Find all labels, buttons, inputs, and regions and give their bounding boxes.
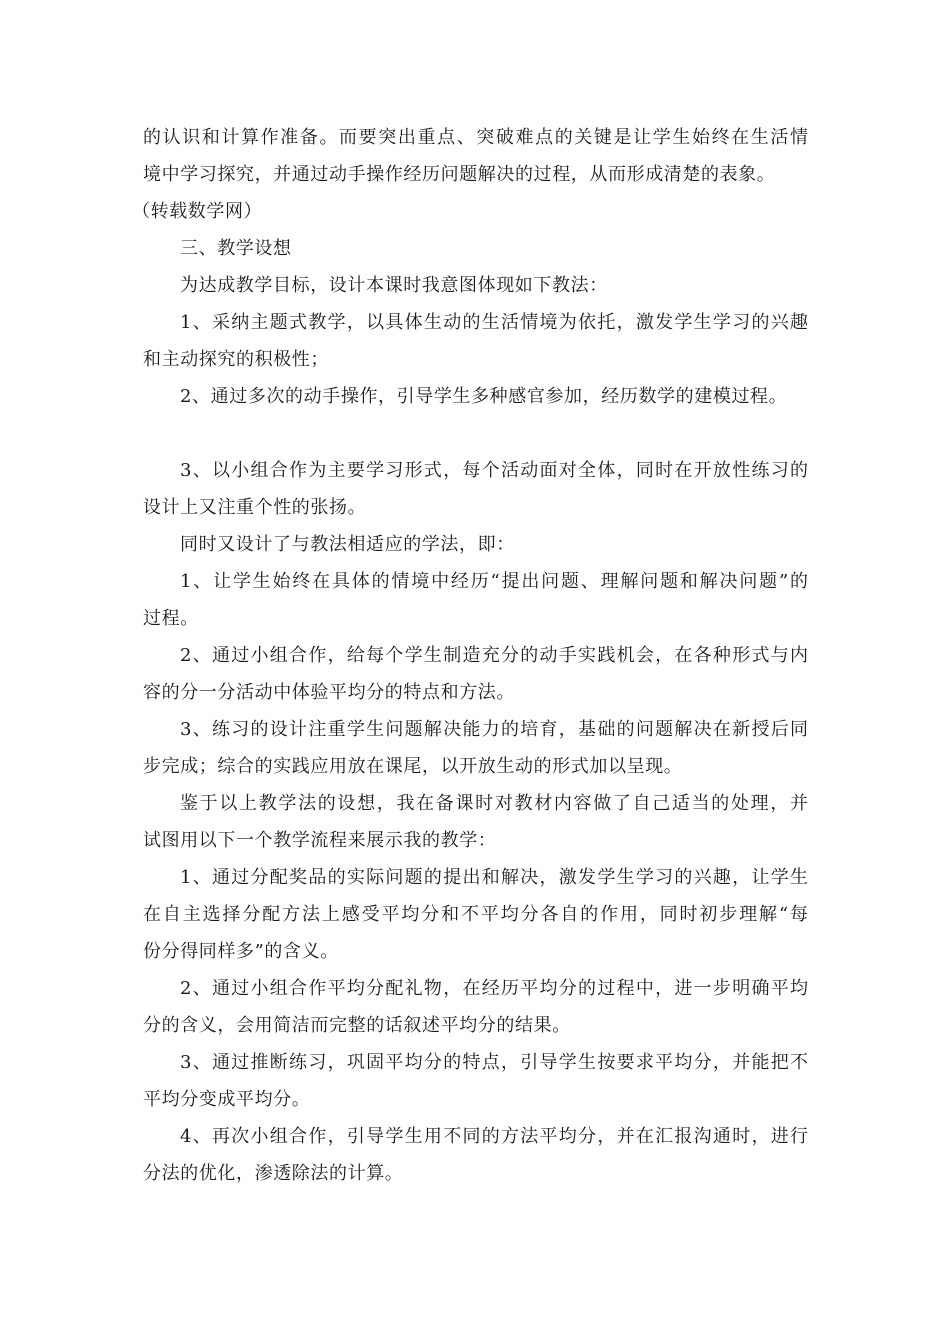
text-line: 1、通过分配奖品的实际问题的提出和解决，激发学生学习的兴趣，让学生 xyxy=(180,867,808,888)
text-line: （转载数学网） xyxy=(132,201,263,222)
text-line: 分的含义，会用简洁而完整的话叙述平均分的结果。 xyxy=(143,1015,571,1036)
text-line: 过程。 xyxy=(143,608,199,629)
text-line: 3、通过推断练习，巩固平均分的特点，引导学生按要求平均分，并能把不 xyxy=(180,1052,808,1073)
text-line: 3、以小组合作为主要学习形式，每个活动面对全体，同时在开放性练习的 xyxy=(180,460,808,481)
text-line: 3、练习的设计注重学生问题解决能力的培育，基础的问题解决在新授后同 xyxy=(180,719,808,740)
text-line: 和主动探究的积极性； xyxy=(143,349,329,370)
text-line: 份分得同样多”的含义。 xyxy=(143,941,339,962)
paragraph: 同时又设计了与教法相适应的学法，即： xyxy=(180,534,515,555)
text-line: 4、再次小组合作，引导学生用不同的方法平均分，并在汇报沟通时，进行 xyxy=(180,1126,808,1147)
text-line: 1、让学生始终在具体的情境中经历“提出问题、理解问题和解决问题”的 xyxy=(180,571,808,592)
text-line: 的认识和计算作准备。而要突出重点、突破难点的关键是让学生始终在生活情 xyxy=(143,127,808,148)
text-line: 步完成；综合的实践应用放在课尾，以开放生动的形式加以呈现。 xyxy=(143,756,683,777)
text-line: 分法的优化，渗透除法的计算。 xyxy=(143,1163,404,1184)
paragraph: 2、通过多次的动手操作，引导学生多种感官参加，经历数学的建模过程。 xyxy=(180,386,788,407)
section-heading: 三、教学设想 xyxy=(180,238,292,259)
text-line: 平均分变成平均分。 xyxy=(143,1089,311,1110)
text-line: 境中学习探究，并通过动手操作经历问题解决的过程，从而形成清楚的表象。 xyxy=(143,164,776,185)
text-line: 容的分一分活动中体验平均分的特点和方法。 xyxy=(143,682,515,703)
text-line: 2、通过小组合作，给每个学生制造充分的动手实践机会，在各种形式与内 xyxy=(180,645,808,666)
paragraph: 为达成教学目标，设计本课时我意图体现如下教法： xyxy=(180,275,608,296)
text-line: 1、采纳主题式教学，以具体生动的生活情境为依托，激发学生学习的兴趣 xyxy=(180,312,808,333)
text-line: 鉴于以上教学法的设想，我在备课时对教材内容做了自己适当的处理，并 xyxy=(180,793,808,814)
text-line: 2、通过小组合作平均分配礼物，在经历平均分的过程中，进一步明确平均 xyxy=(180,978,808,999)
text-line: 试图用以下一个教学流程来展示我的教学： xyxy=(143,830,497,851)
text-line: 在自主选择分配方法上感受平均分和不平均分各自的作用，同时初步理解“每 xyxy=(143,904,808,925)
text-line: 设计上又注重个性的张扬。 xyxy=(143,497,367,518)
